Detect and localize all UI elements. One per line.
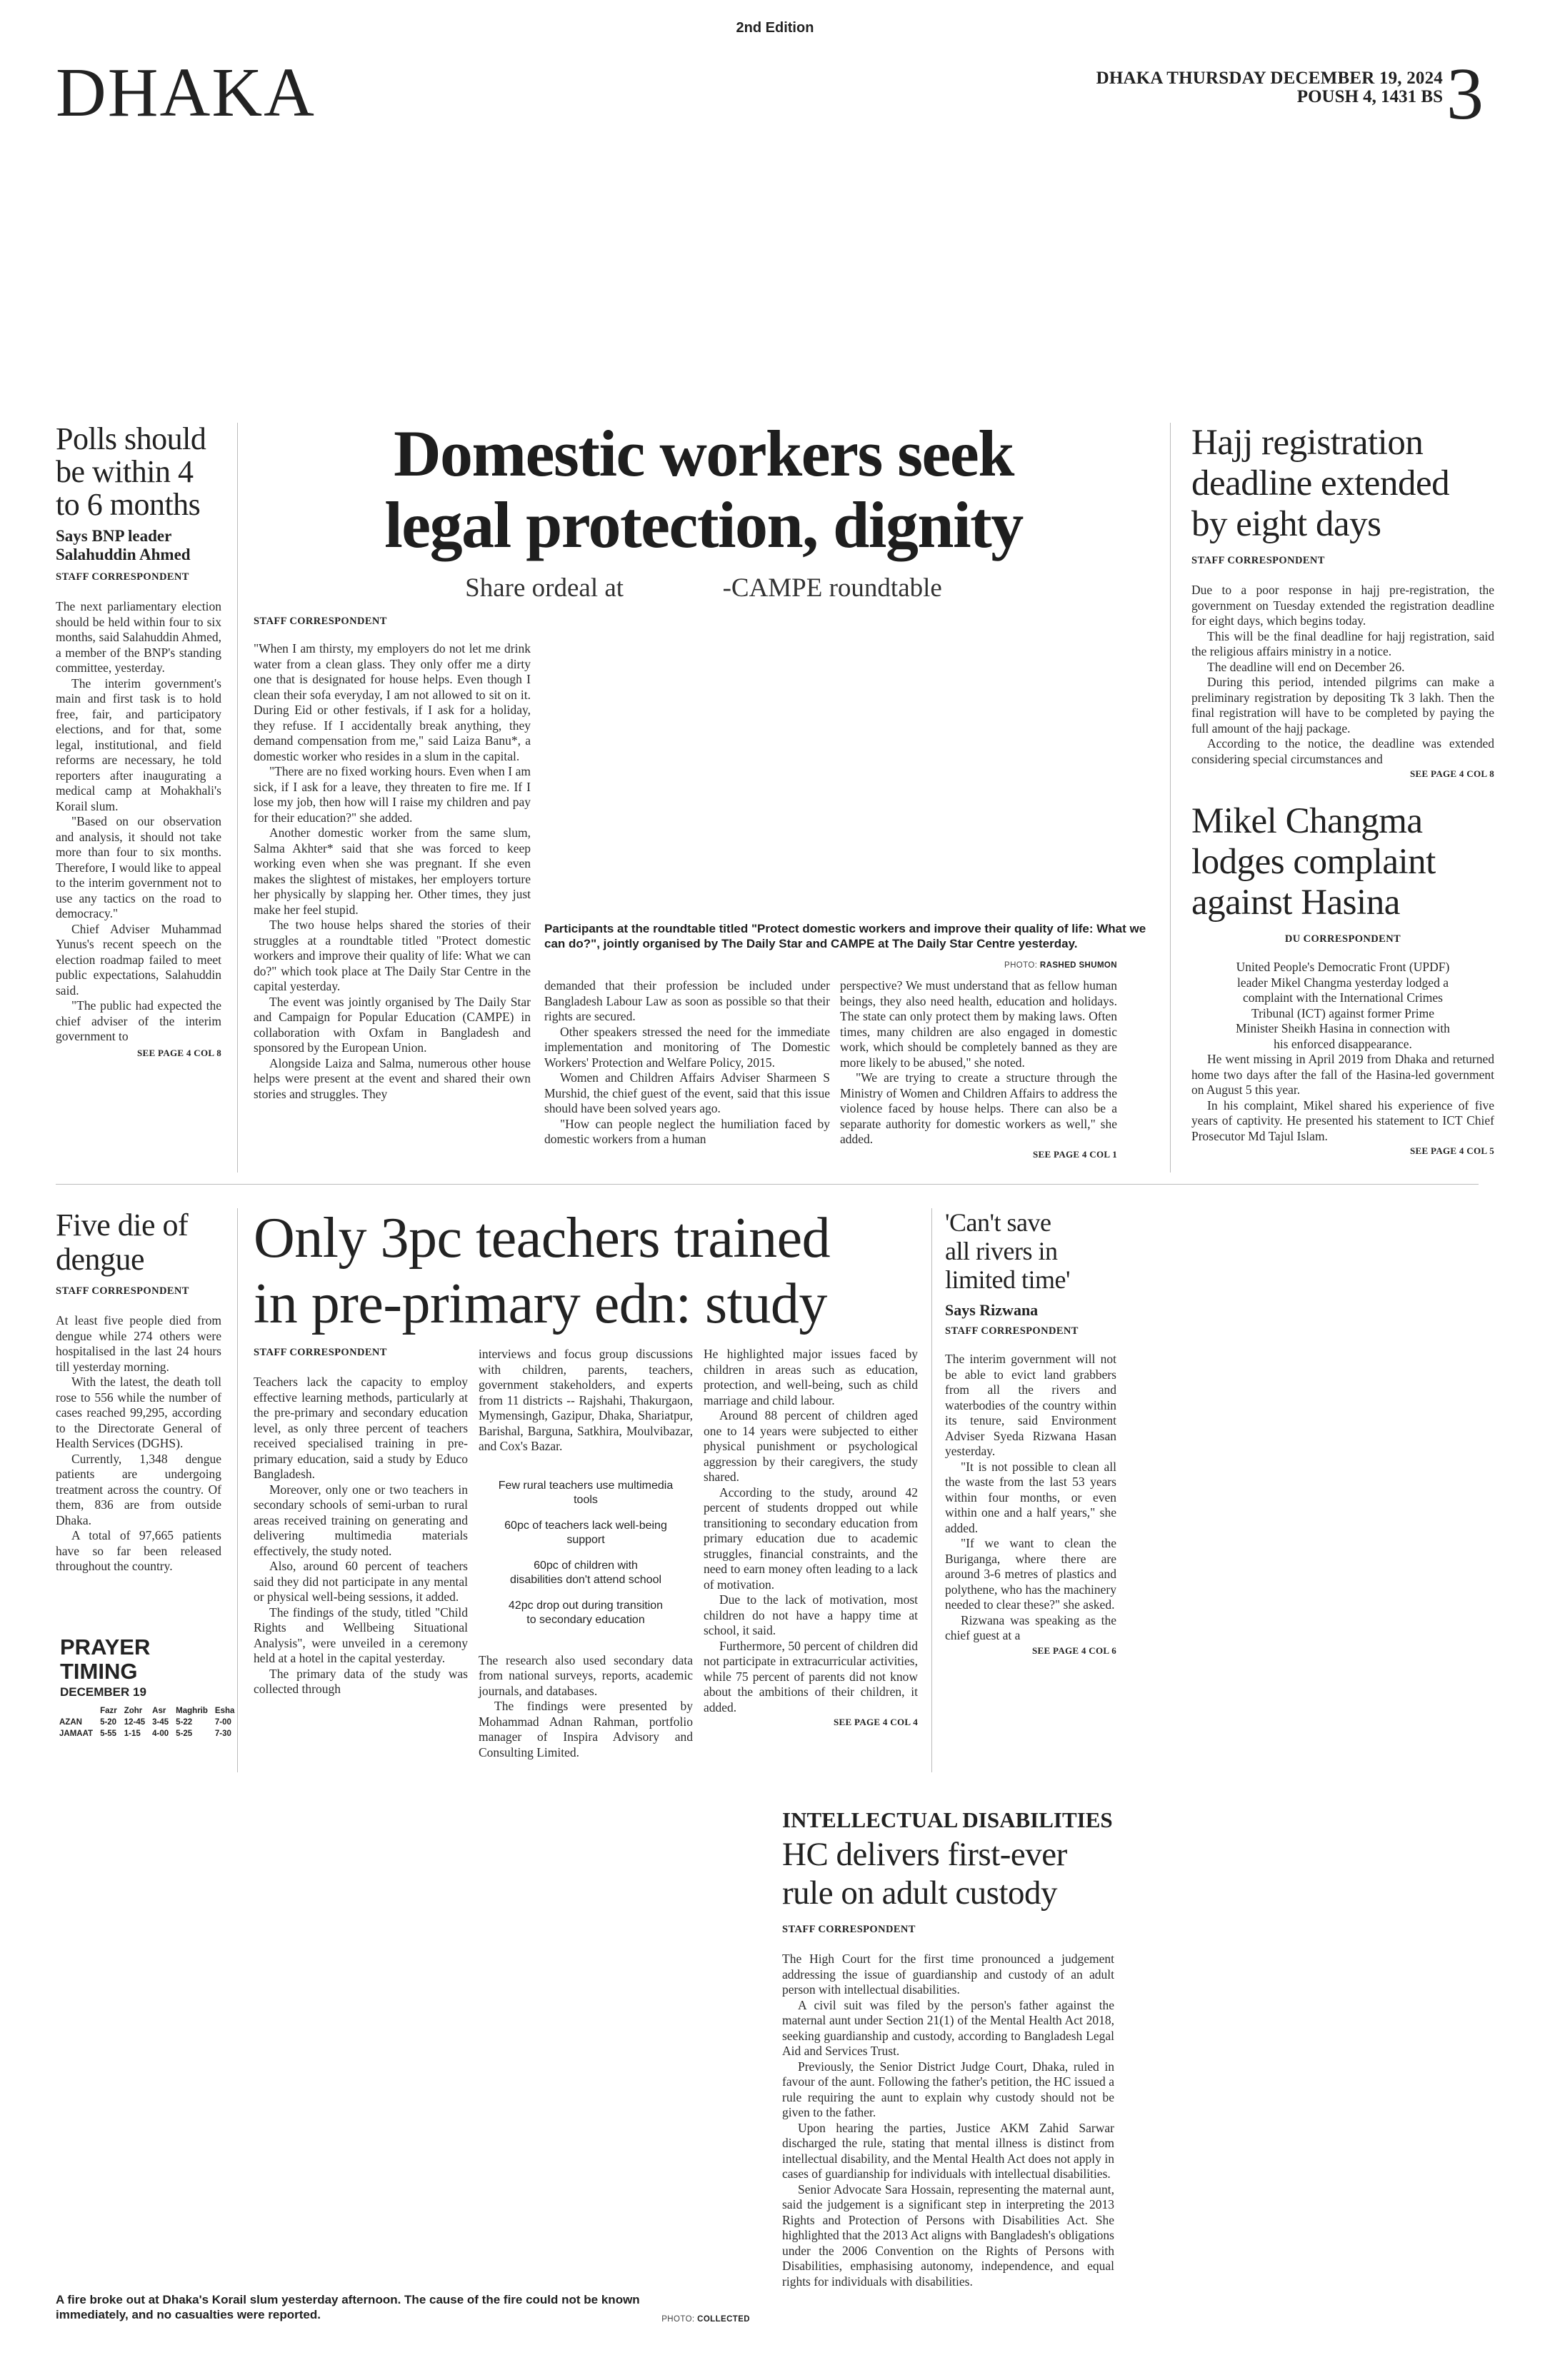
teachers-paragraph: The research also used secondary data from national surveys, reports, academic journals, and databases. <box>479 1652 693 1698</box>
polls-kicker-line: Salahuddin Ahmed <box>56 546 191 563</box>
hajj-headline <box>1191 423 1494 545</box>
domestic-headline <box>246 418 1161 561</box>
rivers-paragraph: "If we want to clean the Buriganga, where there are around 3-6 metres of plastics and polythene, who has the machinery needed to clear these?" she asked. <box>945 1536 1116 1612</box>
domestic-col-1 <box>254 641 531 1102</box>
teachers-headline <box>254 1205 939 1337</box>
rivers-kicker: Says Rizwana <box>945 1301 1039 1319</box>
dengue-headline-line: Five die of <box>56 1207 189 1242</box>
domestic-paragraph: demanded that their profession be included under Bangladesh Labour Law as soon as possible so that their rights are secured. <box>544 978 830 1023</box>
dengue-paragraph: Currently, 1,348 dengue patients are undergoing treatment across the country. Of them, 836 are from outside Dhaka. <box>56 1451 221 1527</box>
teachers-paragraph: The findings of the study, titled "Child Rights and Wellbeing Situational Analysis", were unveiled in a ceremony held at a hotel in the capital yesterday. <box>254 1605 468 1665</box>
domestic-photo-caption: Participants at the roundtable titled "Protect domestic workers and improve their quality of life: What we can do?", jointly organised by The Daily Star and CAMPE at The Daily Star Centre yesterday. <box>544 922 1146 950</box>
rivers-see-page[interactable]: SEE PAGE 4 COL 6 <box>1032 1645 1116 1656</box>
polls-kicker <box>56 527 221 564</box>
hajj-headline-line: deadline extended <box>1191 463 1450 503</box>
teachers-paragraph: Moreover, only one or two teachers in secondary schools of semi-urban to rural areas received training on generating and delivering multimedia materials effectively, the study noted. <box>254 1482 468 1558</box>
teachers-headline-line: Only 3pc teachers trained <box>254 1207 831 1270</box>
domestic-paragraph: Other speakers stressed the need for the immediate implementation and monitoring of The Domestic Workers' Protection and Welfare Policy, 2015. <box>544 1024 830 1070</box>
hc-headline-line: rule on adult custody <box>782 1874 1058 1912</box>
polls-paragraph: The interim government's main and first task is to hold free, fair, and participatory elections, and for that, some legal, institutional, and field reforms are necessary, he told reporters after inaugurating a medical camp at Mohakhali's Korail slum. <box>56 676 221 813</box>
prayer-cell: 7-30 <box>214 1729 231 1738</box>
dengue-headline-line: dengue <box>56 1242 145 1277</box>
prayer-date: DECEMBER 19 <box>60 1685 146 1699</box>
domestic-photo-credit <box>929 961 1117 970</box>
prayer-title <box>56 1635 234 1684</box>
hajj-see-page[interactable]: SEE PAGE 4 COL 8 <box>1410 768 1494 779</box>
changma-paragraph: United People's Democratic Front (UPDF) leader Mikel Changma yesterday lodged a complaint with the International Crimes Tribunal (ICT) against former Prime Minister Sheikh Hasina in connection with his enforced disappearance. <box>1236 960 1450 1051</box>
polls-headline-line: Polls should <box>56 421 206 456</box>
teachers-paragraph: Also, around 60 percent of teachers said they did not participate in any mental or physical well-being sessions, it added. <box>254 1559 468 1604</box>
hajj-paragraph: During this period, intended pilgrims can make a preliminary registration by depositing Tk 3 lakh. Then the final registration will have to be completed by paying the full amount of the hajj package. <box>1191 675 1494 735</box>
credit-label: PHOTO: <box>1004 961 1038 970</box>
domestic-paragraph: "We are trying to create a structure through the Ministry of Women and Children Affairs to address the violence faced by house helps. There can also be a separate authority for domestic workers as well," she added. <box>840 1070 1117 1146</box>
hc-paragraph: A civil suit was filed by the person's father against the maternal aunt under Section 21(1) of the Mental Health Act 2018, seeking guardianship and custody, according to Bangladesh Legal Aid and Services Trust. <box>782 1997 1114 2058</box>
pull-item: Few rural teachers use multimedia tools <box>498 1479 674 1506</box>
fire-photo-credit <box>571 2315 750 2324</box>
hajj-headline-line: by eight days <box>1191 504 1381 544</box>
prayer-cell: 5-55 <box>100 1729 117 1738</box>
teachers-col-2-bottom <box>479 1653 693 1761</box>
domestic-headline-line: Domestic workers seek <box>394 417 1014 490</box>
column-divider <box>237 1208 238 1772</box>
domestic-byline: STAFF CORRESPONDENT <box>254 616 387 627</box>
dengue-byline: STAFF CORRESPONDENT <box>56 1285 189 1297</box>
column-divider <box>931 1208 932 1772</box>
polls-see-page[interactable]: SEE PAGE 4 COL 8 <box>137 1047 221 1058</box>
korail-fire-photo <box>56 1799 763 2285</box>
teachers-see-page[interactable]: SEE PAGE 4 COL 4 <box>834 1717 918 1727</box>
hc-headline-line: HC delivers first-ever <box>782 1836 1067 1873</box>
fire-caption: A fire broke out at Dhaka's Korail slum yesterday afternoon. The cause of the fire could not be known immediately, and no casualties were reported. <box>56 2293 640 2321</box>
prayer-cell: 1-15 <box>124 1729 141 1738</box>
hc-body <box>782 1952 1114 2289</box>
prayer-cell: JAMAAT <box>59 1729 94 1738</box>
rivers-article <box>945 1208 1116 1657</box>
prayer-cell: 4-00 <box>152 1729 169 1738</box>
changma-paragraph: In his complaint, Mikel shared his experience of five years of captivity. He presented his statement to ICT Chief Prosecutor Md Tajul Islam. <box>1191 1098 1494 1143</box>
rivers-headline-line: 'Can't save <box>945 1208 1051 1237</box>
prayer-title-line: TIMING <box>60 1659 138 1684</box>
changma-headline-line: lodges complaint <box>1191 842 1436 882</box>
dengue-headline <box>56 1208 221 1277</box>
rivers-paragraph: "It is not possible to clean all the waste from the last 53 years within four months, or even within one and a half years," she added. <box>945 1459 1116 1535</box>
polls-paragraph: The next parliamentary election should be held within four to six months, said Salahuddin Ahmed, a member of the BNP's standing committee, yesterday. <box>56 599 221 675</box>
teachers-paragraph: Around 88 percent of children aged one to 14 years were subjected to either physical punishment or psychological aggression by their caregivers, the study shared. <box>704 1408 918 1484</box>
polls-byline: STAFF CORRESPONDENT <box>56 571 189 583</box>
prayer-header-cell: Maghrib <box>176 1707 208 1715</box>
domestic-col-3 <box>840 978 1117 1148</box>
teachers-paragraph: The findings were presented by Mohammad Adnan Rahman, portfolio manager of Inspira Advisory and Consulting Limited. <box>479 1699 693 1759</box>
dengue-paragraph: With the latest, the death toll rose to 556 while the number of cases reached 99,295, according to the Directorate General of Health Services (DGHS). <box>56 1375 221 1450</box>
prayer-header-cell: Zohr <box>124 1707 143 1715</box>
teachers-byline: STAFF CORRESPONDENT <box>254 1347 387 1358</box>
rivers-byline: STAFF CORRESPONDENT <box>945 1325 1079 1337</box>
dengue-paragraph: A total of 97,665 patients have so far been released throughout the country. <box>56 1528 221 1573</box>
hc-kicker: INTELLECTUAL DISABILITIES <box>782 1807 1113 1832</box>
polls-headline-line: be within 4 <box>56 454 194 489</box>
domestic-paragraph: The two house helps shared the stories of their struggles at a roundtable titled "Protect domestic workers and improve their quality of life: What we can do?" which took place at The Daily Star Centre in the capital yesterday. <box>254 918 531 993</box>
hc-paragraph: Upon hearing the parties, Justice AKM Zahid Sarwar discharged the rule, stating that mental illness is distinct from intellectual disability, and the Mental Health Act does not apply in cases of guardianship for individuals with intellectual disabilities. <box>782 2120 1114 2181</box>
changma-headline-line: against Hasina <box>1191 883 1400 923</box>
domestic-see-page[interactable]: SEE PAGE 4 COL 1 <box>1033 1148 1117 1160</box>
domestic-paragraph: perspective? We must understand that as fellow human beings, they also need health, education and holidays. The state can only protect them by making laws. Often times, many children are also engaged in domestic work, which should be completely banned as they are more likely to be abused," she noted. <box>840 978 1117 1070</box>
hc-paragraph: Previously, the Senior District Judge Court, Dhaka, ruled in favour of the aunt. Following the father's petition, the HC issued a rule requiring the aunt to explain why custody should not be given to the father. <box>782 2059 1114 2119</box>
polls-headline-line: to 6 months <box>56 487 201 522</box>
hc-byline: STAFF CORRESPONDENT <box>782 1924 916 1935</box>
bangla-date: POUSH 4, 1431 BS <box>1296 87 1443 106</box>
polls-paragraph: "The public had expected the chief adviser of the interim government to <box>56 998 221 1043</box>
hajj-paragraph: According to the notice, the deadline was extended considering special circumstances and <box>1191 736 1494 766</box>
domestic-headline-line: legal protection, dignity <box>384 488 1023 561</box>
changma-byline: DU CORRESPONDENT <box>1284 933 1401 945</box>
prayer-title-line: PRAYER <box>60 1635 151 1660</box>
prayer-cell: 5-20 <box>100 1718 117 1727</box>
teachers-paragraph: Teachers lack the capacity to employ effective learning methods, particularly at the pre-primary and secondary education level, as only three percent of teachers received specialised training in pre-primary education, said a study by Educo Bangladesh. <box>254 1375 468 1481</box>
rivers-paragraph: The interim government will not be able to evict land grabbers from all the rivers and waterbodies of the country within its tenure, said Environment Adviser Syeda Rizwana Hasan yesterday. <box>945 1352 1116 1458</box>
page-number: 3 <box>1446 53 1484 135</box>
changma-body <box>1191 960 1494 1144</box>
changma-headline-line: Mikel Changma <box>1191 801 1423 841</box>
column-divider <box>237 423 238 1173</box>
credit-label: PHOTO: <box>661 2315 695 2324</box>
prayer-cell: 5-25 <box>176 1729 193 1738</box>
prayer-row <box>56 1728 238 1739</box>
hc-article <box>782 1808 1114 2289</box>
hc-headline <box>782 1835 1114 1912</box>
credit-name: COLLECTED <box>697 2315 750 2324</box>
prayer-header-cell <box>56 1705 96 1717</box>
hajj-article <box>1191 423 1494 780</box>
pull-item: 42pc drop out during transition to secondary education <box>508 1599 664 1626</box>
prayer-header-row <box>56 1705 238 1717</box>
teachers-paragraph: The primary data of the study was collected through <box>254 1666 468 1696</box>
domestic-subhead <box>246 573 1161 603</box>
polls-paragraph: Chief Adviser Muhammad Yunus's recent speech on the election roadmap failed to meet public expectations, Salahuddin said. <box>56 921 221 998</box>
pull-item: 60pc of teachers lack well-being support <box>504 1519 667 1546</box>
prayer-header-cell: Asr <box>152 1707 166 1715</box>
prayer-cell: 7-00 <box>214 1718 231 1727</box>
domestic-col-2 <box>544 978 830 1148</box>
rivers-paragraph: Rizwana was speaking as the chief guest at a <box>945 1612 1116 1642</box>
prayer-row <box>56 1717 238 1728</box>
domestic-paragraph: Women and Children Affairs Adviser Sharmeen S Murshid, the chief guest of the event, said that this issue should have been solved years ago. <box>544 1070 830 1115</box>
prayer-table <box>56 1705 238 1739</box>
domestic-paragraph: "There are no fixed working hours. Even when I am sick, if I ask for a leave, they threaten to fire me. If I lose my job, then how will I raise my children and pay for their education?" she added. <box>254 764 531 825</box>
prayer-cell: 5-22 <box>176 1718 193 1727</box>
domestic-paragraph: "How can people neglect the humiliation faced by domestic workers from a human <box>544 1116 830 1146</box>
teachers-pull-box <box>479 1470 693 1636</box>
section-title: DHAKA <box>56 54 316 131</box>
changma-headline <box>1191 801 1494 923</box>
roundtable-photo <box>544 614 1119 914</box>
domestic-col-3-wrap <box>840 978 1117 1160</box>
changma-see-page[interactable]: SEE PAGE 4 COL 5 <box>1410 1145 1494 1156</box>
domestic-paragraph: Another domestic worker from the same slum, Salma Akhter* said that she was forced to keep working even when she was pregnant. If she even makes the slightest of mistakes, her employers torture her physically by slapping her. Other times, they just make her feel stupid. <box>254 825 531 917</box>
teachers-paragraph: He highlighted major issues faced by children in areas such as education, protection, and well-being, such as child marriage and child labour. <box>704 1347 918 1407</box>
prayer-header-cell: Esha <box>214 1707 235 1715</box>
changma-article <box>1191 801 1494 1157</box>
teachers-paragraph: Due to the lack of motivation, most children do not have a happy time at school, it said. <box>704 1592 918 1637</box>
domestic-subhead-part: -CAMPE roundtable <box>722 573 942 603</box>
hajj-body <box>1191 583 1494 767</box>
changma-paragraph: He went missing in April 2019 from Dhaka and returned home two days after the fall of the Hasina-led government on August 5 this year. <box>1191 1052 1494 1097</box>
rivers-headline-line: all rivers in <box>945 1237 1058 1265</box>
hajj-paragraph: This will be the final deadline for hajj registration, said the religious affairs ministry in a notice. <box>1191 628 1494 658</box>
hajj-headline-line: Hajj registration <box>1191 423 1424 463</box>
hc-paragraph: Senior Advocate Sara Hossain, representing the maternal aunt, said the judgement is a significant step in interpreting the 2013 Rights and Protection of Persons with Disabilities Act. She highlighted that the 2013 Act aligns with Bangladesh's obligations under the 2006 Convention on the Rights of Persons with Disabilities, emphasising autonomy, independence, and equal rights for individuals with disabilities. <box>782 2181 1114 2289</box>
teachers-col-3-body <box>704 1347 918 1715</box>
teachers-col-3 <box>704 1347 918 1728</box>
prayer-timing-box <box>56 1635 234 1739</box>
domestic-paragraph: The event was jointly organised by The Daily Star and Campaign for Popular Education (CAMPE) in collaboration with Oxfam in Bangladesh and sponsored by the European Union. <box>254 994 531 1055</box>
polls-article <box>56 423 221 1059</box>
prayer-cell: 12-45 <box>124 1718 146 1727</box>
prayer-cell: 3-45 <box>152 1718 169 1727</box>
rivers-headline <box>945 1208 1116 1294</box>
hajj-paragraph: Due to a poor response in hajj pre-registration, the government on Tuesday extended the registration deadline for eight days, which begins today. <box>1191 583 1494 628</box>
polls-kicker-line: Says BNP leader <box>56 527 172 545</box>
column-divider <box>1170 423 1171 1173</box>
dengue-paragraph: At least five people died from dengue while 274 others were hospitalised in the last 24 hours till yesterday morning. <box>56 1313 221 1374</box>
teachers-col-2-top <box>479 1347 693 1455</box>
domestic-paragraph: Alongside Laiza and Salma, numerous other house helps were present at the event and shared their own stories and struggles. They <box>254 1055 531 1101</box>
dengue-article <box>56 1208 221 1575</box>
teachers-col-1 <box>254 1375 468 1697</box>
polls-paragraph: "Based on our observation and analysis, it should not take more than four to six months. Therefore, I would like to appeal to the interim government not to use any tactics on the road to democracy." <box>56 814 221 920</box>
hajj-paragraph: The deadline will end on December 26. <box>1207 659 1405 674</box>
hajj-byline: STAFF CORRESPONDENT <box>1191 555 1325 566</box>
rivers-body <box>945 1352 1116 1644</box>
pull-item: 60pc of children with disabilities don't attend school <box>509 1559 662 1586</box>
credit-name: RASHED SHUMON <box>1039 961 1117 970</box>
teachers-paragraph: According to the study, around 42 percent of students dropped out while transitioning to secondary education from primary education due to academic struggles, financial constraints, and the need to earn money often leading to a lack of motivation. <box>704 1485 918 1592</box>
section-divider <box>56 1184 1479 1185</box>
edition-label: 2nd Edition <box>736 20 814 36</box>
dengue-body <box>56 1313 221 1575</box>
prayer-header-cell: Fazr <box>100 1707 117 1715</box>
domestic-subhead-part: Share ordeal at <box>465 573 624 603</box>
date-line: DHAKA THURSDAY DECEMBER 19, 2024 <box>1096 69 1443 88</box>
teachers-col-2 <box>479 1347 693 1760</box>
polls-headline <box>56 423 221 521</box>
rivers-headline-line: limited time' <box>945 1265 1070 1294</box>
hc-paragraph: The High Court for the first time pronounced a judgement addressing the issue of guardianship and custody of an adult person with intellectual disabilities. <box>782 1952 1114 1997</box>
prayer-cell: AZAN <box>59 1718 82 1727</box>
teachers-paragraph: interviews and focus group discussions with children, parents, teachers, government stakeholders, and experts from 11 districts -- Rajshahi, Thakurgaon, Mymensingh, Gazipur, Dhaka, Shariatpur, Barishal, Barguna, Satkhira, Moulvibazar, and Cox's Bazar. <box>479 1347 693 1453</box>
teachers-headline-line: in pre-primary edn: study <box>254 1272 827 1335</box>
polls-body <box>56 599 221 1045</box>
teachers-paragraph: Furthermore, 50 percent of children did not participate in extracurricular activities, while 75 percent of parents did not know about the ambitions of their children, it added. <box>704 1638 918 1714</box>
domestic-paragraph: "When I am thirsty, my employers do not let me drink water from a clean glass. They only offer me a dirty one that is designated for house helps. Even though I clean their sofa everyday, I am not allowed to sit on it. During Eid or other festivals, if I ask for a holiday, they refuse. If I accidentally break anything, they demand compensation from me," said Laiza Banu*, a domestic worker who resides in a slum in the capital. <box>254 641 531 763</box>
